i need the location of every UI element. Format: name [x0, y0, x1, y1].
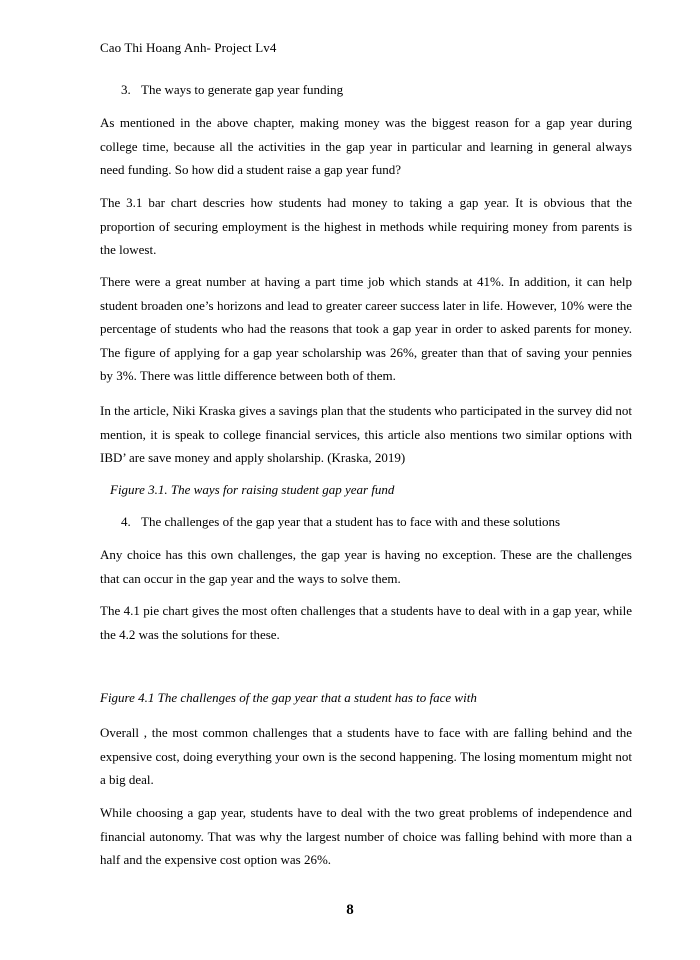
section-4-heading — [121, 514, 560, 530]
paragraph-1: As mentioned in the above chapter, making money was the biggest reason for a gap year during college time, because all the activities in the gap year in particular and learning in general always need funding. So how did a student raise a gap year fund? — [100, 115, 632, 177]
paragraph-3: There were a great number at having a part time job which stands at 41%. In addition, it can help student broaden one’s horizons and lead to greater career success later in life. However, 10% were the percentage of students who had the reasons that took a gap year in order to asked parents for money. The figure of applying for a gap year scholarship was 26%, greater than that of saving your pennies by 3%. There was little difference between both of them. — [100, 274, 632, 383]
paragraph-2: The 3.1 bar chart descries how students had money to taking a gap year. It is obvious that the proportion of securing employment is the highest in methods while requiring money from parents is the lowest. — [100, 195, 632, 257]
section-3-number: 3. — [121, 82, 131, 97]
section-3-heading — [121, 82, 343, 98]
paragraph-6: The 4.1 pie chart gives the most often challenges that a students have to deal with in a gap year, while the 4.2 was the solutions for these. — [100, 603, 632, 642]
figure-4-1-caption: Figure 4.1 The challenges of the gap year that a student has to face with — [100, 690, 477, 705]
paragraph-7: Overall , the most common challenges that a students have to face with are falling behind and the expensive cost, doing everything your own is the second happening. The losing momentum might not a big deal. — [100, 725, 632, 787]
section-4-number: 4. — [121, 514, 131, 529]
page-header: Cao Thi Hoang Anh- Project Lv4 — [100, 40, 277, 55]
paragraph-4: In the article, Niki Kraska gives a savings plan that the students who participated in the survey did not mention, it is speak to college financial services, this article also mentions two similar options with IBD’ are save money and apply sholarship. (Kraska, 2019) — [100, 403, 632, 465]
paragraph-5: Any choice has this own challenges, the gap year is having no exception. These are the challenges that can occur in the gap year and the ways to solve them. — [100, 547, 632, 586]
section-4-title: The challenges of the gap year that a student has to face with and these solutions — [141, 514, 561, 529]
paragraph-8: While choosing a gap year, students have to deal with the two great problems of independence and financial autonomy. That was why the largest number of choice was falling behind with more than a half and the expensive cost option was 26%. — [100, 805, 632, 867]
figure-3-1-caption: Figure 3.1. The ways for raising student gap year fund — [110, 482, 395, 497]
page-number: 8 — [346, 902, 354, 918]
section-3-title: The ways to generate gap year funding — [141, 82, 344, 97]
